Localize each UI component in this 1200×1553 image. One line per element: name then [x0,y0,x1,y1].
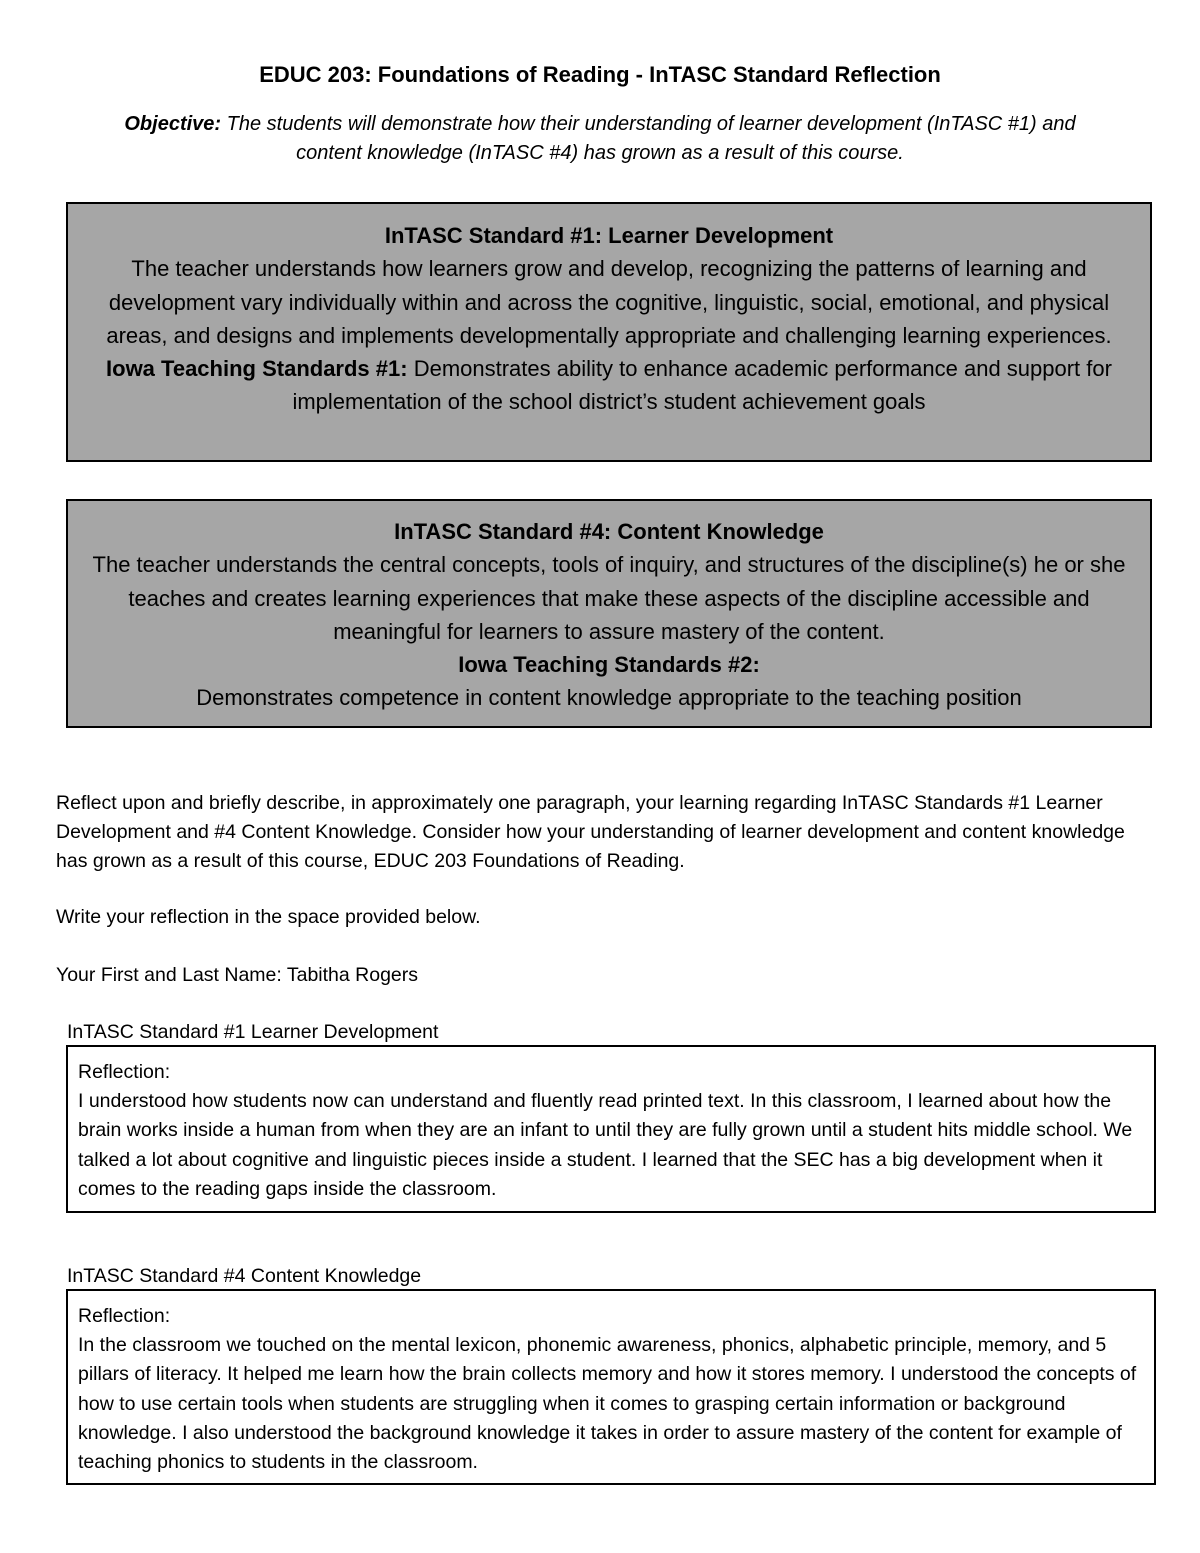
iowa-standard-1-label: Iowa Teaching Standards #1: [106,356,408,382]
reflect-prompt: Reflect upon and briefly describe, in approximately one paragraph, your learning regarding InTASC Standards #1 Learner Development and #4 Content Knowledge. Consider how your understanding of learner development and content knowledge has grown as a result of this course, EDUC 203 Foundations of Reading. [56,792,1125,872]
iowa-standard-2-text: Demonstrates competence in content knowledge appropriate to the teaching position [196,685,1022,711]
objective-statement [100,110,1100,168]
document-title: EDUC 203: Foundations of Reading - InTASC Standard Reflection [259,62,941,87]
student-name-line: Your First and Last Name: Tabitha Rogers [56,964,419,986]
iowa-standard-1 [82,352,1136,419]
objective-text: The students will demonstrate how their understanding of learner development (InTASC #1) and content knowledge (InTASC #4) has grown as a result of this course. [221,113,1076,164]
standard-4-box [66,499,1152,728]
reflection-4-label: Reflection: [78,1305,171,1327]
reflection-1-label: Reflection: [78,1061,171,1083]
standard-4-description: The teacher understands the central concepts, tools of inquiry, and structures of the discipline(s) he or she teaches and creates learning experiences that make these aspects of the discipline accessible and meaningful for learners to assure mastery of the content. [92,552,1126,644]
reflection-4-text: In the classroom we touched on the mental lexicon, phonemic awareness, phonics, alphabetic principle, memory, and 5 pillars of literacy. It helped me learn how the brain collects memory and how it stores memory. I understood the concepts of how to use certain tools when students are struggling when it comes to grasping certain information or background knowledge. I also understood the background knowledge it takes in order to assure mastery of the content for example of teaching phonics to students in the classroom. [78,1334,1137,1474]
reflection-1-section-label: InTASC Standard #1 Learner Development [67,1021,439,1043]
reflection-4-section-label: InTASC Standard #4 Content Knowledge [67,1265,422,1287]
write-prompt: Write your reflection in the space provided below. [56,906,481,928]
reflection-1-text: I understood how students now can understand and fluently read printed text. In this classroom, I learned about how the brain works inside a human from when they are an infant to until they are fully grown until a student hits middle school. We talked a lot about cognitive and linguistic pieces inside a student. I learned that the SEC has a big development when it comes to the reading gaps inside the classroom. [78,1090,1133,1200]
objective-label: Objective: [124,113,222,135]
standard-1-heading: InTASC Standard #1: Learner Development [384,223,834,248]
reflection-1-box [66,1045,1156,1213]
iowa-standard-1-text: Demonstrates ability to enhance academic performance and support for implementation of the school district’s student achievement goals [292,356,1112,415]
standard-1-description: The teacher understands how learners grow and develop, recognizing the patterns of learning and development vary individually within and across the cognitive, linguistic, social, emotional, and physical areas, and designs and implements developmentally appropriate and challenging learning experiences. [106,256,1112,348]
reflection-4-box [66,1289,1156,1485]
standard-1-box [66,202,1152,462]
iowa-standard-2-label: Iowa Teaching Standards #2: [458,652,760,678]
standard-4-heading: InTASC Standard #4: Content Knowledge [394,519,824,544]
